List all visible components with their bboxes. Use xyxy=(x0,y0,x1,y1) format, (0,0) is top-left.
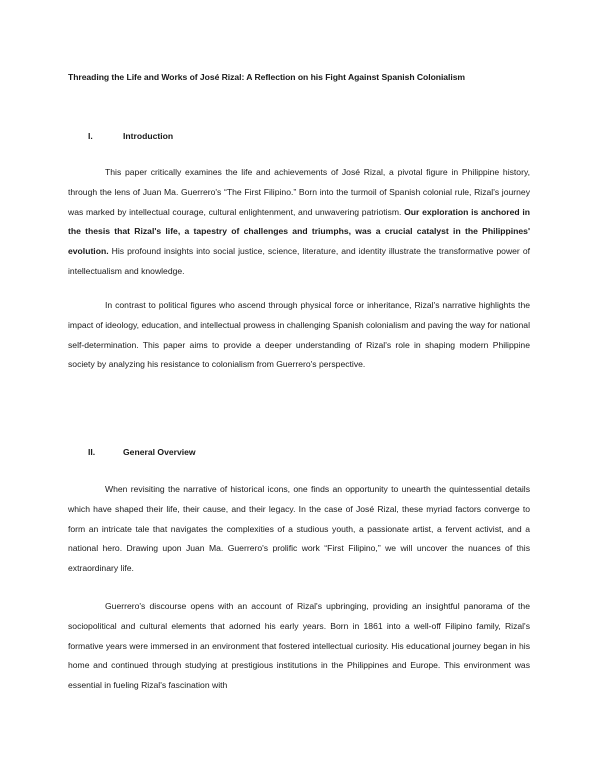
paragraph: In contrast to political figures who ascend through physical force or inheritance, Rizal's narrative highlights the impact of ideology, education, and intellectual prowess in challenging Spanish colonialism and paving the way for national self-determination. This paper aims to provide a deeper understanding of Rizal's role in shaping modern Philippine society by analyzing his resistance to colonialism from Guerrero's perspective. xyxy=(68,300,530,370)
section-heading-general-overview xyxy=(88,447,196,457)
section-title: General Overview xyxy=(123,447,196,457)
paragraph: Guerrero's discourse opens with an account of Rizal's upbringing, providing an insightful panorama of the sociopolitical and cultural elements that adorned his early years. Born in 1861 into a well-off Filipino family, Rizal's formative years were immersed in an environment that fostered intellectual curiosity. His educational journey began in his home and continued through studying at prestigious institutions in the Philippines and Europe. This environment was essential in fueling Rizal's fascination with xyxy=(68,601,530,691)
thesis-statement: Our exploration is anchored in the thesis that Rizal's life, a tapestry of challenges and triumphs, was a crucial catalyst in the Philippines' evolution. xyxy=(68,206,530,257)
section-heading-introduction xyxy=(88,131,173,141)
paragraph-text: This paper critically examines the life and achievements of José Rizal, a pivotal figure in Philippine history, through the lens of Juan Ma. Guerrero's “The First Filipino.” Born into the turmoil of Spanish colonial rule, Rizal's journey was marked by intellectual courage, cultural enlightenment, and unwavering patriotism. xyxy=(68,167,530,217)
section-number: I. xyxy=(88,131,93,141)
section-title: Introduction xyxy=(123,131,174,141)
paper-title: Threading the Life and Works of José Rizal: A Reflection on his Fight Against Spanish Colonialism xyxy=(68,72,466,82)
paragraph-text: His profound insights into social justice, science, literature, and identity illustrate the transformative power of intellectualism and knowledge. xyxy=(68,246,530,276)
paragraph: When revisiting the narrative of historical icons, one finds an opportunity to unearth the quintessential details which have shaped their life, their cause, and their legacy. In the case of José Rizal, these myriad factors converge to form an intricate tale that navigates the complexities of a studious youth, a passionate artist, a fervent activist, and a national hero. Drawing upon Juan Ma. Guerrero's prolific work “First Filipino,” we will uncover the nuances of this extraordinary life. xyxy=(68,484,530,574)
paragraph xyxy=(68,163,530,282)
section-number: II. xyxy=(88,447,96,457)
